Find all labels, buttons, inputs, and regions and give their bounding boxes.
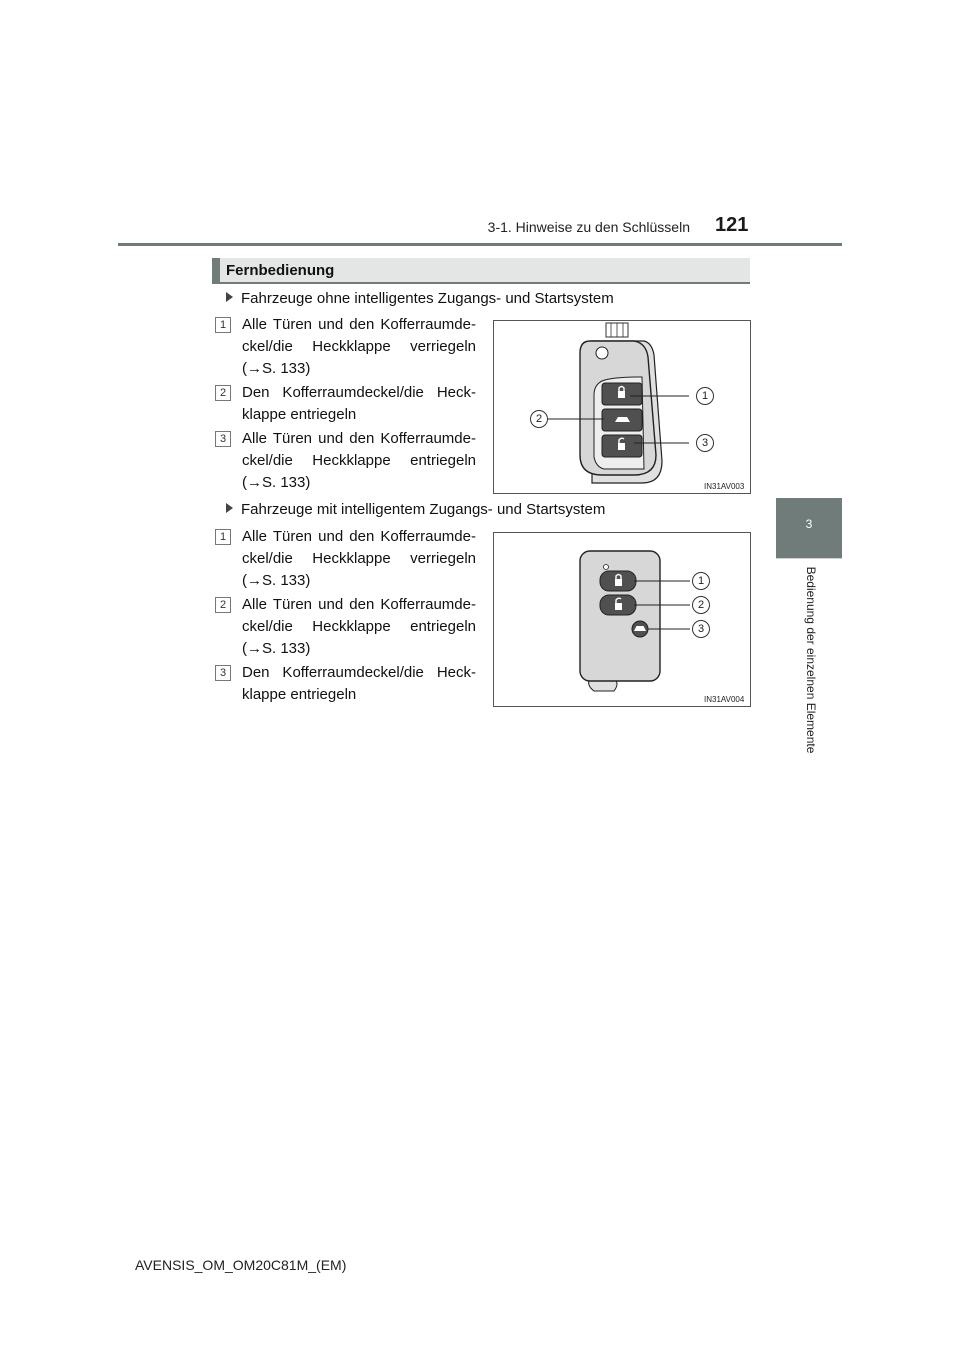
- item-text: Alle Türen und den Kofferraumde-ckel/die Heckklappe entriegeln (→S. 133): [242, 430, 476, 491]
- figure-code: IN31AV003: [704, 482, 745, 491]
- item-text: Alle Türen und den Kofferraumde-ckel/die Heckklappe entriegeln (→S. 133): [242, 596, 476, 657]
- section-heading-text: Fernbedienung: [226, 262, 335, 279]
- header-rule: [118, 243, 842, 246]
- subheading-with-smart-key: [226, 501, 605, 518]
- callout-badge: 2: [530, 410, 548, 428]
- flip-key-figure: [493, 320, 751, 494]
- subheading-text: Fahrzeuge ohne intelligentes Zugangs- und Startsystem: [241, 290, 614, 307]
- smart-key-figure: [493, 532, 751, 707]
- item-text: Den Kofferraumdeckel/die Heck-klappe entriegeln: [242, 664, 476, 703]
- subheading-text: Fahrzeuge mit intelligentem Zugangs- und Startsystem: [241, 501, 606, 518]
- callout-badge: 1: [692, 572, 710, 590]
- figure-code: IN31AV004: [704, 695, 745, 704]
- callout-badge: 3: [692, 620, 710, 638]
- item-number-badge: 3: [215, 431, 231, 447]
- item-number-badge: 2: [215, 385, 231, 401]
- callout-badge: 2: [692, 596, 710, 614]
- footer-model-code: AVENSIS_OM_OM20C81M_(EM): [135, 1257, 347, 1273]
- flip-key-illustration: [494, 321, 750, 493]
- triangle-bullet-icon: [226, 503, 233, 513]
- section-heading: [212, 258, 750, 284]
- chapter-tab-rule: [776, 558, 842, 559]
- item-text: Alle Türen und den Kofferraumde-ckel/die Heckklappe verriegeln (→S. 133): [242, 316, 476, 377]
- item-text: Alle Türen und den Kofferraumde-ckel/die Heckklappe verriegeln (→S. 133): [242, 528, 476, 589]
- callout-badge: 1: [696, 387, 714, 405]
- item-text: Den Kofferraumdeckel/die Heck-klappe entriegeln: [242, 384, 476, 423]
- chapter-number: 3: [805, 517, 813, 531]
- item-number-badge: 3: [215, 665, 231, 681]
- header-section-title: 3-1. Hinweise zu den Schlüsseln: [487, 219, 690, 235]
- item-number-badge: 1: [215, 529, 231, 545]
- item-number-badge: 1: [215, 317, 231, 333]
- item-number-badge: 2: [215, 597, 231, 613]
- callout-badge: 3: [696, 434, 714, 452]
- smart-key-illustration: [494, 533, 750, 706]
- page-number: 121: [715, 214, 749, 236]
- triangle-bullet-icon: [226, 292, 233, 302]
- subheading-without-smart-key: [226, 290, 614, 307]
- chapter-title: Bedienung der einzelnen Elemente: [804, 566, 818, 754]
